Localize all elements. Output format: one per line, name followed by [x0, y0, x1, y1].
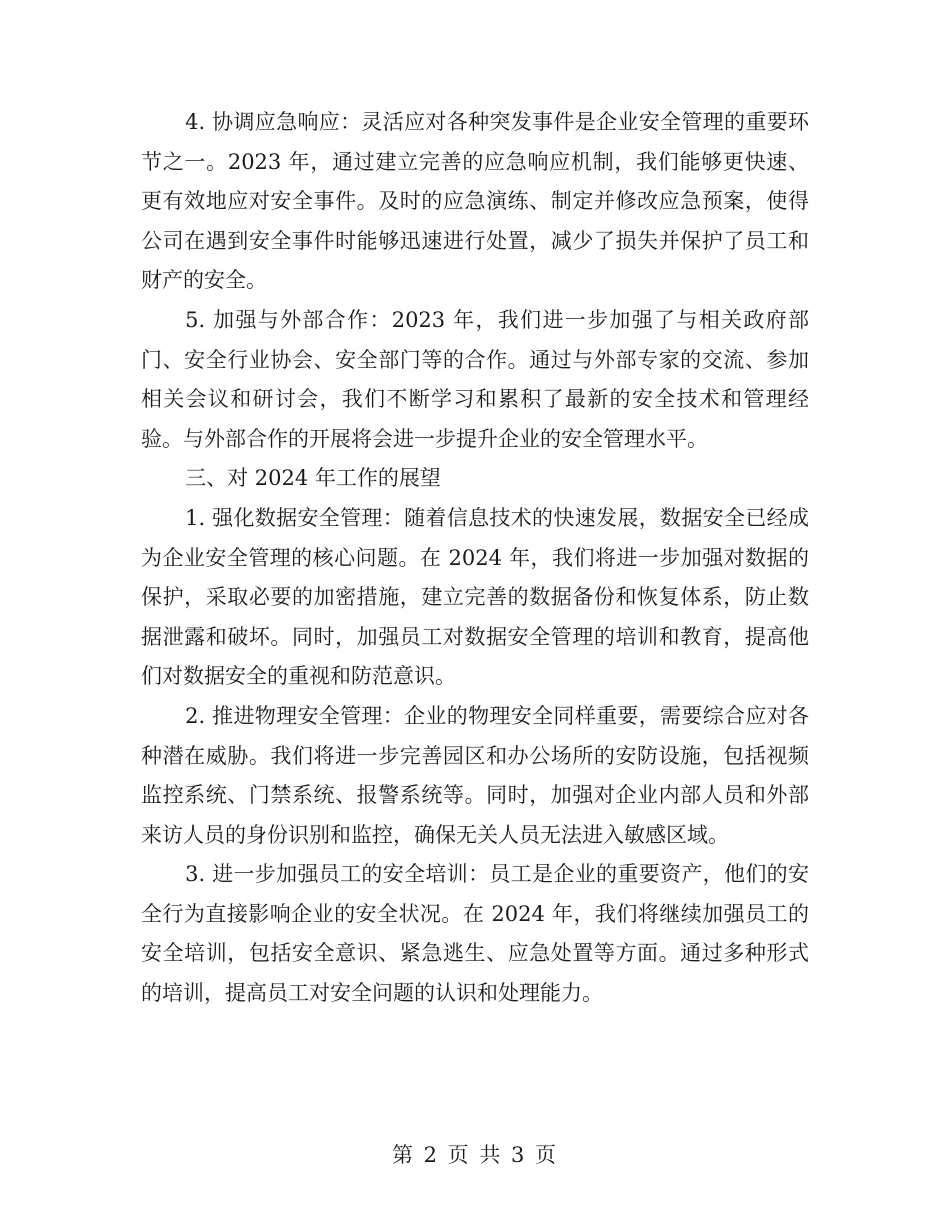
paragraph-external-cooperation: 5. 加强与外部合作：2023 年，我们进一步加强了与相关政府部门、安全行业协会、安全部门等的合作。通过与外部专家的交流、参加相关会议和研讨会，我们不断学习和累积了最新的安全技术和管理经验。与外部合作的开展将会进一步提升企业的安全管理水平。: [141, 307, 809, 451]
paragraph-emergency-response: 4. 协调应急响应：灵活应对各种突发事件是企业安全管理的重要环节之一。2023 年，通过建立完善的应急响应机制，我们能够更快速、更有效地应对安全事件。及时的应急演练、制定并修改应急预案，使得公司在遇到安全事件时能够迅速进行处置，减少了损失并保护了员工和财产的安全。: [141, 110, 809, 293]
paragraph-physical-security: 2. 推进物理安全管理：企业的物理安全同样重要，需要综合应对各种潜在威胁。我们将进一步完善园区和办公场所的安防设施，包括视频监控系统、门禁系统、报警系统等。同时，加强对企业内部人员和外部来访人员的身份识别和监控，确保无关人员无法进入敏感区域。: [141, 703, 809, 847]
document-body: [141, 103, 809, 1014]
page-number-footer: 第 2 页 共 3 页: [391, 1143, 559, 1167]
section-heading-2024-outlook: 三、对 2024 年工作的展望: [185, 466, 441, 491]
paragraph-staff-training: 3. 进一步加强员工的安全培训：员工是企业的重要资产，他们的安全行为直接影响企业的安全状况。在 2024 年，我们将继续加强员工的安全培训，包括安全意识、紧急逃生、应急处置等方面。通过多种形式的培训，提高员工对安全问题的认识和处理能力。: [141, 862, 809, 1006]
paragraph-data-security: 1. 强化数据安全管理：随着信息技术的快速发展，数据安全已经成为企业安全管理的核心问题。在 2024 年，我们将进一步加强对数据的保护，采取必要的加密措施，建立完善的数据备份和恢复体系，防止数据泄露和破坏。同时，加强员工对数据安全管理的培训和教育，提高他们对数据安全的重视和防范意识。: [141, 505, 809, 689]
